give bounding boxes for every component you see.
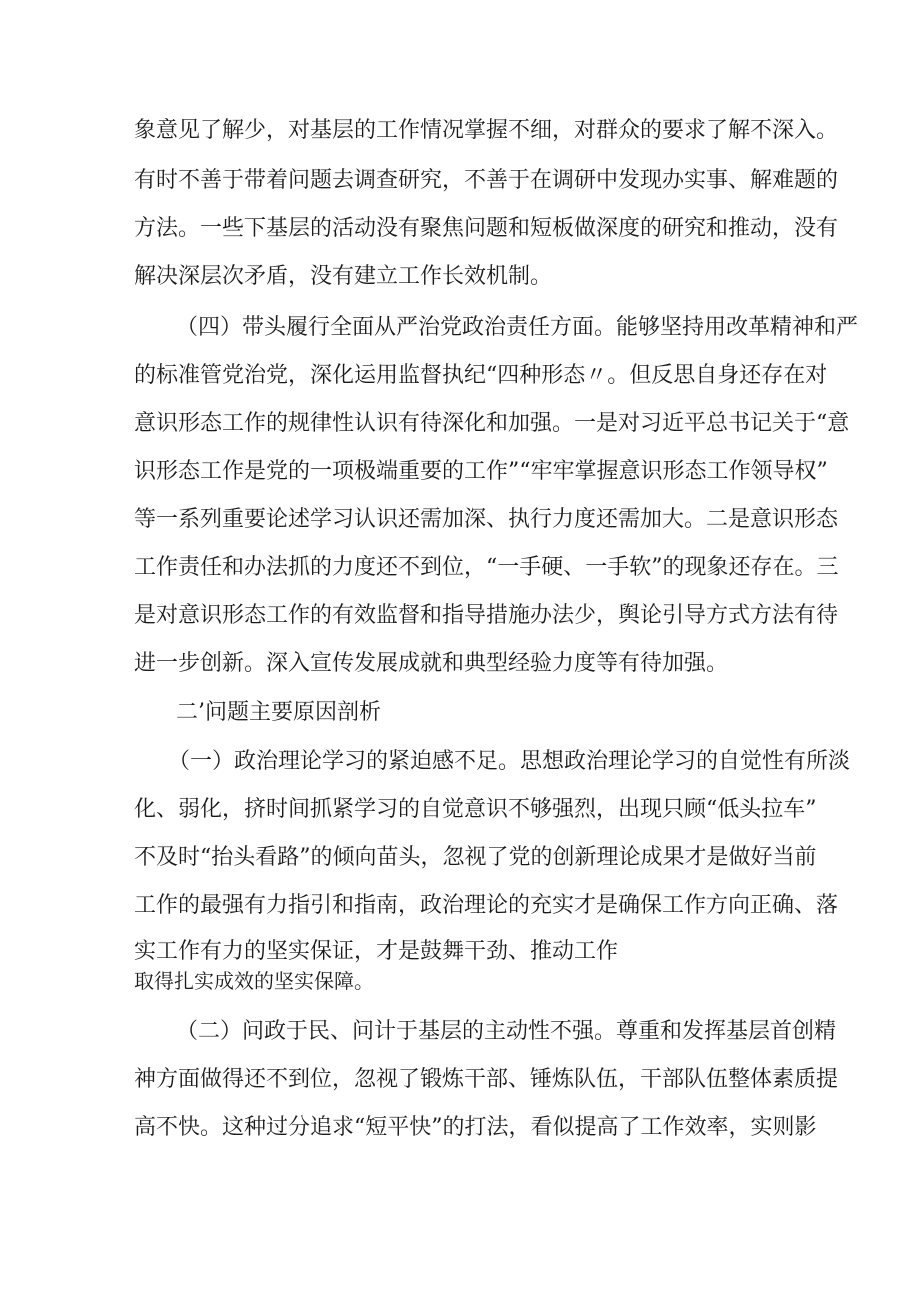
paragraph-heading-1: （一）政治理论学习的紧迫感不足。思想政治理论学习的自觉性有所淡 <box>168 749 851 774</box>
text-line: 是对意识形态工作的有效监督和指导措施办法少，舆论引导方式方法有待 <box>134 603 839 628</box>
paragraph-heading-2: （二）问政于民、问计于基层的主动性不强。尊重和发挥基层首创精 <box>176 1019 837 1044</box>
text-line: 等一系列重要论述学习认识还需加深、执行力度还需加大。二是意识形态 <box>134 507 839 532</box>
text-line: 进一步创新。深入宣传发展成就和典型经验力度等有待加强。 <box>134 651 729 676</box>
text-line: 实工作有力的坚实保证，才是鼓舞干劲、推动工作 <box>134 939 619 964</box>
text-line: 化、弱化，挤时间抓紧学习的自觉意识不够强烈，出现只顾“低头拉车” <box>134 797 817 822</box>
text-line: 取得扎实成效的坚实保障。 <box>134 969 374 993</box>
text-line: 有时不善于带着问题去调查研究，不善于在调研中发现办实事、解难题的 <box>134 168 839 193</box>
text-line: 高不快。这种过分追求“短平快”的打法，看似提高了工作效率，实则影 <box>134 1115 817 1140</box>
text-line: 不及时“抬头看路”的倾向苗头，忽视了党的创新理论成果才是做好当前 <box>134 845 817 870</box>
text-line: 象意见了解少，对基层的工作情况掌握不细，对群众的要求了解不深入。 <box>134 118 839 143</box>
text-line: 工作的最强有力指引和指南，政治理论的充实才是确保工作方向正确、落 <box>134 893 839 918</box>
text-line: 神方面做得还不到位，忽视了锻炼干部、锤炼队伍，干部队伍整体素质提 <box>134 1067 839 1092</box>
text-line: 识形态工作是党的一项极端重要的工作”“牢牢掌握意识形态工作领导权” <box>134 459 828 484</box>
section-heading: 二’问题主要原因剖析 <box>176 700 381 725</box>
paragraph-heading-4: （四）带头履行全面从严治党政治责任方面。能够坚持用改革精神和严 <box>176 315 859 340</box>
text-line: 工作责任和办法抓的力度还不到位，“一手硬、一手软”的现象还存在。三 <box>134 555 839 580</box>
text-line: 的标准管党治党，深化运用监督执纪“四种形态〃。但反思自身还存在对 <box>134 363 828 388</box>
text-line: 意识形态工作的规律性认识有待深化和加强。一是对习近平总书记关于“意 <box>134 411 850 436</box>
text-line: 方法。一些下基层的活动没有聚焦问题和短板做深度的研究和推动，没有 <box>134 216 839 241</box>
text-line: 解决深层次矛盾，没有建立工作长效机制。 <box>134 264 553 289</box>
